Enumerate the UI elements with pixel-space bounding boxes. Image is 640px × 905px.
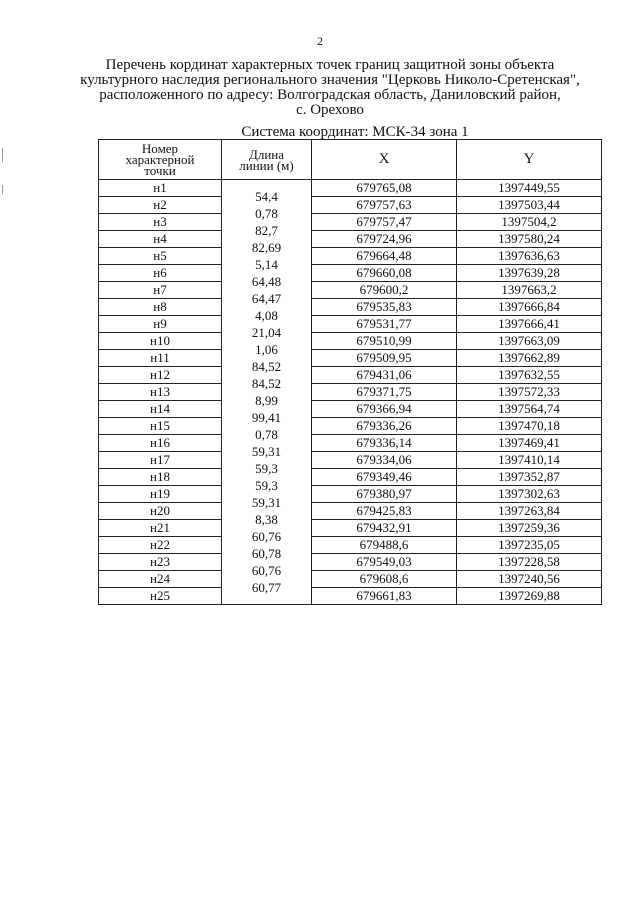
point-cell: н8 (99, 299, 222, 316)
point-cell: н15 (99, 418, 222, 435)
x-cell: 679380,97 (312, 486, 457, 503)
x-cell: 679549,03 (312, 554, 457, 571)
heading-line: с. Орехово (296, 102, 364, 118)
x-cell: 679349,46 (312, 469, 457, 486)
line-length-value: 64,48 (251, 274, 282, 289)
y-cell: 1397469,41 (457, 435, 602, 452)
line-length-value: 60,78 (251, 546, 282, 561)
y-cell: 1397663,2 (457, 282, 602, 299)
table-row (99, 282, 602, 299)
line-length-value: 5,14 (255, 257, 278, 272)
point-cell: н19 (99, 486, 222, 503)
line-length-value: 59,3 (255, 478, 278, 493)
table-row (99, 537, 602, 554)
header-text: линии (м) (239, 157, 294, 173)
point-cell: н1 (99, 180, 222, 197)
x-cell: 679510,99 (312, 333, 457, 350)
line-length-value: 1,06 (255, 342, 278, 357)
line-length-value: 59,31 (251, 495, 282, 510)
line-length-value: 60,76 (251, 563, 282, 578)
table-row (99, 418, 602, 435)
table-row (99, 197, 602, 214)
point-cell: н21 (99, 520, 222, 537)
line-length-value: 60,77 (251, 580, 282, 595)
coordinates-table (98, 139, 602, 605)
table-row (99, 588, 602, 605)
header-text: Номер (141, 141, 179, 156)
table-row (99, 401, 602, 418)
point-cell: н13 (99, 384, 222, 401)
table-row (99, 333, 602, 350)
table-row (99, 452, 602, 469)
table-row (99, 350, 602, 367)
table-row (99, 299, 602, 316)
y-cell: 1397228,58 (457, 554, 602, 571)
x-cell: 679371,75 (312, 384, 457, 401)
y-cell: 1397240,56 (457, 571, 602, 588)
table-row (99, 435, 602, 452)
y-cell: 1397259,36 (457, 520, 602, 537)
y-cell: 1397572,33 (457, 384, 602, 401)
x-cell: 679600,2 (312, 282, 457, 299)
point-cell: н17 (99, 452, 222, 469)
table-row (99, 180, 602, 197)
x-cell: 679432,91 (312, 520, 457, 537)
table-row (99, 248, 602, 265)
y-cell: 1397662,89 (457, 350, 602, 367)
heading-line: Перечень кординат характерных точек границ защитной зоны объекта (105, 57, 555, 73)
coordinate-system-label: Система координат: МСК-34 зона 1 (241, 124, 469, 140)
line-length-value: 8,99 (255, 393, 278, 408)
line-length-value: 99,41 (251, 410, 282, 425)
header-text: характерной (125, 152, 195, 167)
point-cell: н6 (99, 265, 222, 282)
x-cell: 679661,83 (312, 588, 457, 605)
y-cell: 1397503,44 (457, 197, 602, 214)
x-cell: 679660,08 (312, 265, 457, 282)
y-cell: 1397504,2 (457, 214, 602, 231)
x-cell: 679724,96 (312, 231, 457, 248)
line-length-value: 60,76 (251, 529, 282, 544)
page-number: 2 (317, 34, 323, 48)
table-row (99, 384, 602, 401)
point-cell: н18 (99, 469, 222, 486)
x-cell: 679664,48 (312, 248, 457, 265)
x-cell: 679336,14 (312, 435, 457, 452)
y-cell: 1397564,74 (457, 401, 602, 418)
y-cell: 1397470,18 (457, 418, 602, 435)
table-row (99, 265, 602, 282)
table-row (99, 520, 602, 537)
line-length-value: 8,38 (255, 512, 278, 527)
table-body (99, 180, 602, 605)
point-cell: н12 (99, 367, 222, 384)
point-cell: н11 (99, 350, 222, 367)
x-cell: 679336,26 (312, 418, 457, 435)
point-cell: н9 (99, 316, 222, 333)
point-cell: н22 (99, 537, 222, 554)
y-cell: 1397636,63 (457, 248, 602, 265)
point-cell: н3 (99, 214, 222, 231)
point-cell: н20 (99, 503, 222, 520)
y-cell: 1397410,14 (457, 452, 602, 469)
x-cell: 679431,06 (312, 367, 457, 384)
x-cell: 679608,6 (312, 571, 457, 588)
line-length-value: 0,78 (255, 206, 278, 221)
x-cell: 679334,06 (312, 452, 457, 469)
document-heading (60, 58, 600, 118)
point-cell: н16 (99, 435, 222, 452)
x-cell: 679535,83 (312, 299, 457, 316)
scan-edge-mark (2, 148, 3, 162)
header-text: точки (144, 163, 176, 178)
line-length-value: 82,7 (255, 223, 278, 238)
line-length-value: 84,52 (251, 359, 282, 374)
y-cell: 1397269,88 (457, 588, 602, 605)
x-cell: 679757,63 (312, 197, 457, 214)
heading-line: расположенного по адресу: Волгоградская область, Даниловский район, (99, 87, 561, 103)
header-point-number (99, 140, 222, 180)
line-length-value: 54,4 (255, 189, 278, 205)
line-length-value: 0,78 (255, 427, 278, 442)
x-cell: 679488,6 (312, 537, 457, 554)
point-cell: н5 (99, 248, 222, 265)
point-cell: н2 (99, 197, 222, 214)
table-row (99, 367, 602, 384)
point-cell: н25 (99, 588, 222, 605)
x-cell: 679366,94 (312, 401, 457, 418)
y-cell: 1397263,84 (457, 503, 602, 520)
header-y: Y (457, 140, 602, 180)
table-row (99, 214, 602, 231)
table-row (99, 486, 602, 503)
table-row (99, 316, 602, 333)
point-cell: н23 (99, 554, 222, 571)
line-length-value: 59,3 (255, 461, 278, 476)
point-cell: н24 (99, 571, 222, 588)
y-cell: 1397663,09 (457, 333, 602, 350)
line-length-value: 59,31 (251, 444, 282, 459)
y-cell: 1397632,55 (457, 367, 602, 384)
y-cell: 1397235,05 (457, 537, 602, 554)
header-text: Длина (248, 146, 285, 162)
line-length-value: 21,04 (251, 325, 282, 340)
heading-line: культурного наследия регионального значения "Церковь Николо-Сретенская", (80, 72, 580, 88)
table-row (99, 554, 602, 571)
y-cell: 1397580,24 (457, 231, 602, 248)
line-length-cell (222, 180, 312, 205)
table-row (99, 571, 602, 588)
x-cell: 679531,77 (312, 316, 457, 333)
x-cell: 679425,83 (312, 503, 457, 520)
table-row (99, 469, 602, 486)
point-cell: н7 (99, 282, 222, 299)
point-cell: н14 (99, 401, 222, 418)
line-length-value: 64,47 (251, 291, 282, 306)
table-header-row (99, 140, 602, 180)
table-row (99, 231, 602, 248)
y-cell: 1397449,55 (457, 180, 602, 197)
header-x: X (312, 140, 457, 180)
point-cell: н10 (99, 333, 222, 350)
x-cell: 679509,95 (312, 350, 457, 367)
scan-edge-mark (2, 185, 3, 194)
table-row (99, 503, 602, 520)
y-cell: 1397302,63 (457, 486, 602, 503)
x-cell: 679765,08 (312, 180, 457, 197)
line-length-value: 84,52 (251, 376, 282, 391)
x-cell: 679757,47 (312, 214, 457, 231)
header-line-length (222, 140, 312, 180)
point-cell: н4 (99, 231, 222, 248)
line-length-value: 82,69 (251, 240, 282, 255)
y-cell: 1397639,28 (457, 265, 602, 282)
y-cell: 1397352,87 (457, 469, 602, 486)
y-cell: 1397666,84 (457, 299, 602, 316)
y-cell: 1397666,41 (457, 316, 602, 333)
line-length-value: 4,08 (255, 308, 278, 323)
